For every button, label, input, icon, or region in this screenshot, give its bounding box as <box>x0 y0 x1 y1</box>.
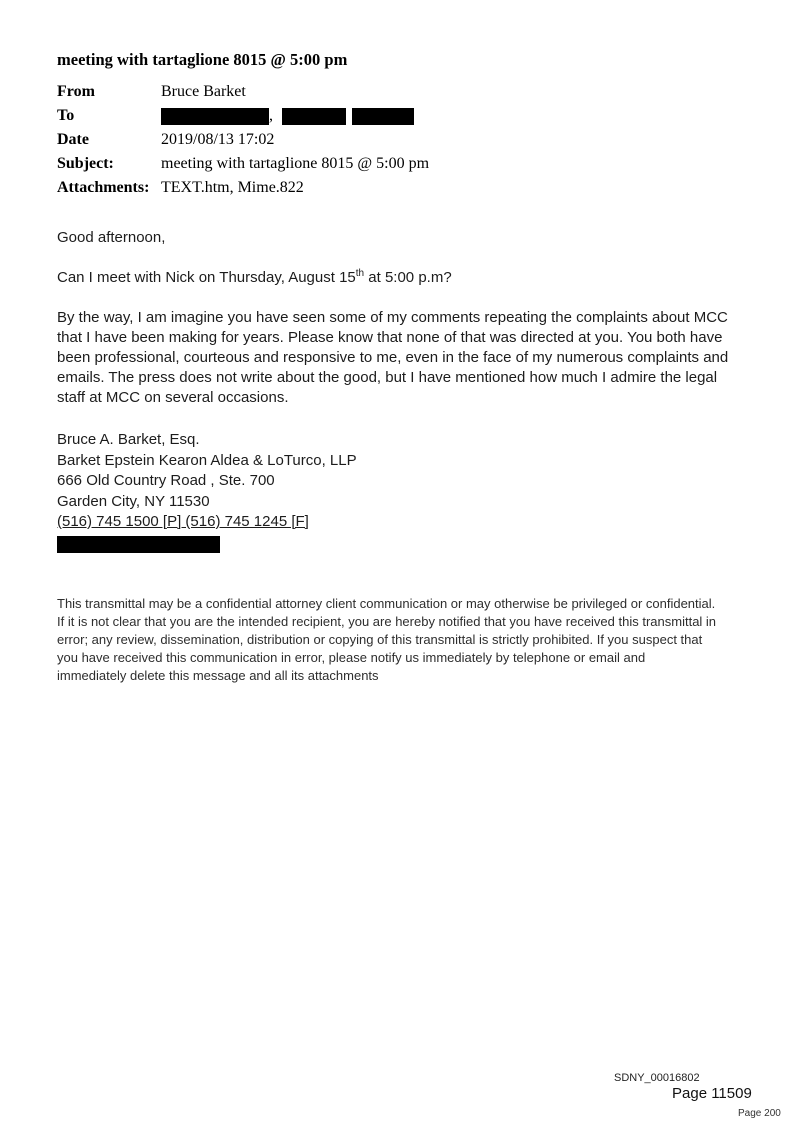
meeting-request-text: Can I meet with Nick on Thursday, August 15 <box>57 269 356 286</box>
header-row-date <box>57 130 749 150</box>
date-label: Date <box>57 131 89 148</box>
header-row-from <box>57 82 749 102</box>
header-row-subject <box>57 154 749 174</box>
signature-address-line1: 666 Old Country Road , Ste. 700 <box>57 472 275 489</box>
signature-address-line2: Garden City, NY 11530 <box>57 492 210 510</box>
greeting-line: Good afternoon, <box>57 229 166 246</box>
header-row-to <box>57 106 749 126</box>
attachments-value: TEXT.htm, Mime.822 <box>161 179 304 196</box>
subject-label: Subject: <box>57 155 114 172</box>
signature-phone: (516) 745 1500 [P] (516) 745 1245 [F] <box>57 513 309 530</box>
redaction-bar <box>57 536 220 553</box>
email-document <box>57 50 749 685</box>
page-number-small: Page 200 <box>738 1108 781 1119</box>
page-number-label: Page 11509 <box>672 1085 752 1102</box>
to-label: To <box>57 107 75 124</box>
email-body <box>57 228 749 408</box>
subject-value: meeting with tartaglione 8015 @ 5:00 pm <box>161 155 430 172</box>
redaction-bar <box>282 108 346 125</box>
body-paragraph: By the way, I am imagine you have seen some of my comments repeating the complaints about MCC that I have been making for years. Please know that none of that was directed at you. You both have been professional, courteous and responsive to me, even in the face of my numerous complaints and emails. The press does not write about the good, but I have mentioned how much I admire the legal staff at MCC on several occasions. <box>57 309 729 406</box>
date-value: 2019/08/13 17:02 <box>161 131 275 148</box>
from-label: From <box>57 83 95 100</box>
to-separator: , <box>269 107 273 124</box>
meeting-request-line <box>57 268 749 288</box>
redaction-bar <box>161 108 269 125</box>
signature-name: Bruce A. Barket, Esq. <box>57 431 200 448</box>
redaction-bar <box>352 108 414 125</box>
signature-firm: Barket Epstein Kearon Aldea & LoTurco, LLP <box>57 451 357 469</box>
from-value: Bruce Barket <box>161 83 246 100</box>
signature-block <box>57 430 749 553</box>
ordinal-superscript: th <box>355 268 365 279</box>
confidentiality-disclaimer: This transmittal may be a confidential attorney client communication or may otherwise be privileged or confidential. If it is not clear that you are the intended recipient, you are hereby notified that you have received this transmittal in error; any review, dissemination, distribution or copying of this transmittal is strictly prohibited. If you suspect that you have received this communication in error, please notify us immediately by telephone or email and immediately delete this message and all its attachments <box>57 595 717 683</box>
bates-number: SDNY_00016802 <box>614 1072 700 1084</box>
email-title: meeting with tartaglione 8015 @ 5:00 pm <box>57 50 348 69</box>
attachments-label: Attachments: <box>57 179 150 196</box>
header-row-attachments <box>57 178 749 198</box>
meeting-request-time: at 5:00 p.m? <box>364 269 452 286</box>
to-value <box>161 106 749 126</box>
